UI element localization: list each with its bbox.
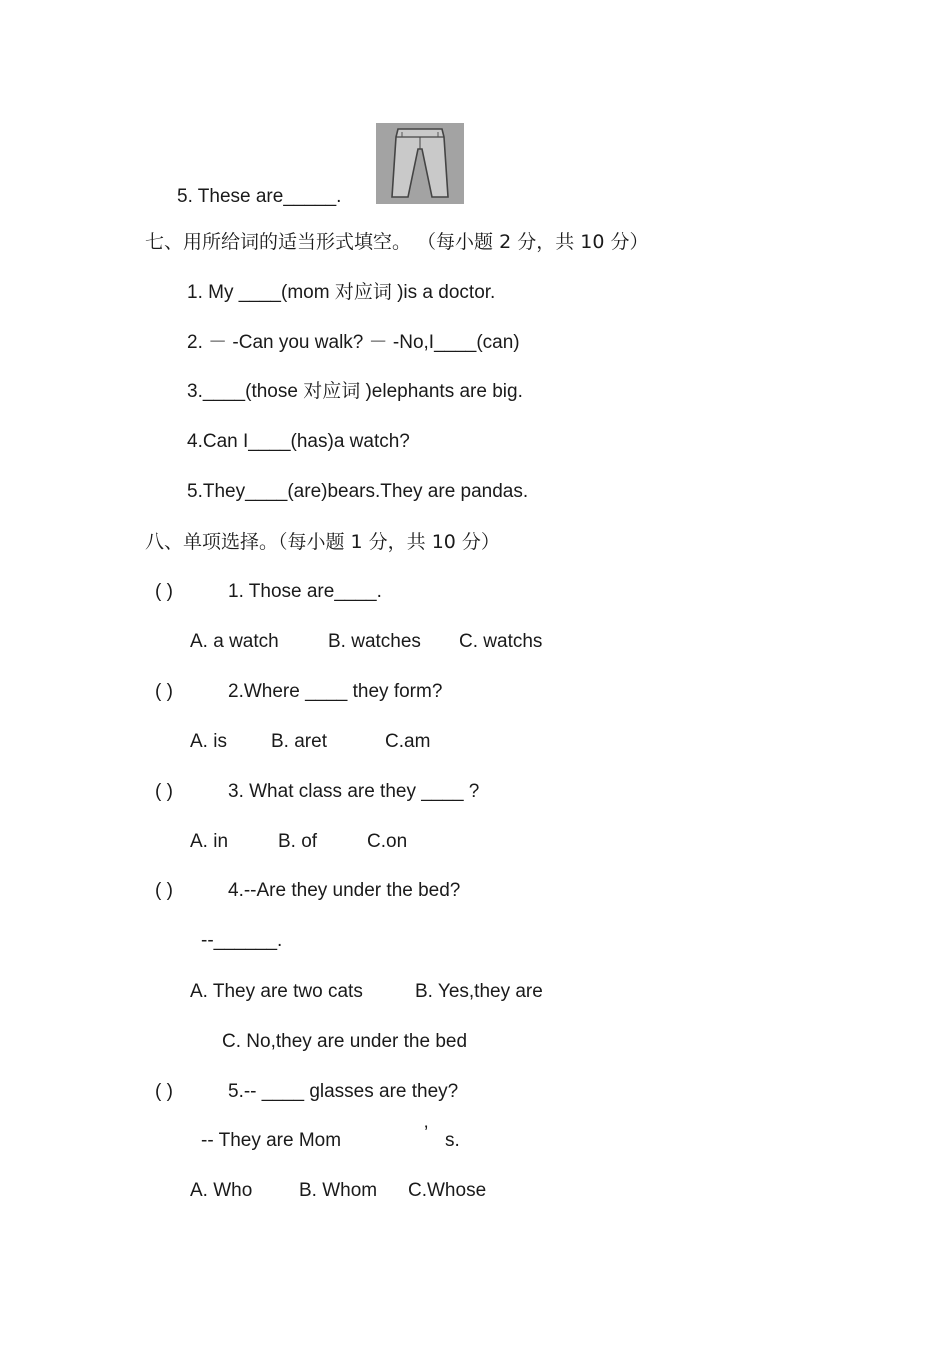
option-c: C. No,they are under the bed [222,1031,468,1052]
answer-bracket[interactable]: ( ) [155,1081,173,1102]
option-a: A. a watch [190,631,279,652]
question-6-5: 5. These are_____. [177,186,342,207]
section-7-item-2: 2. － -Can you walk? － -No,I____(can) [187,332,520,353]
option-c: C. watchs [459,631,543,652]
option-b: B. aret [271,731,327,752]
section-8-heading: 八、单项选择。（每小题 1 分，共 10 分） [145,531,500,553]
option-b: B. Yes,they are [415,981,543,1002]
section-7-heading: 七、用所给词的适当形式填空。 （每小题 2 分，共 10 分） [145,231,649,253]
section-7-item-5: 5.They____(are)bears.They are pandas. [187,481,529,502]
answer-bracket[interactable]: ( ) [155,880,173,901]
question-8-2: 2.Where ____ they form? [228,681,443,702]
apostrophe: ’ [424,1123,429,1144]
section-7-item-1: 1. My ____(mom 对应词 )is a doctor. [187,282,496,303]
option-a: A. They are two cats [190,981,363,1002]
section-7-item-3: 3.____(those 对应词 )elephants are big. [187,381,523,402]
pants-icon [376,123,464,204]
option-a: A. Who [190,1180,253,1201]
option-b: B. watches [328,631,421,652]
pants-image [376,123,464,204]
answer-tail: s. [445,1130,460,1151]
answer-bracket[interactable]: ( ) [155,781,173,802]
question-8-4: 4.--Are they under the bed? [228,880,461,901]
answer-line: --______. [201,930,283,951]
option-c: C.on [367,831,408,852]
question-8-3: 3. What class are they ____ ? [228,781,480,802]
option-a: A. is [190,731,227,752]
option-c: C.Whose [408,1180,487,1201]
option-b: B. Whom [299,1180,378,1201]
answer-bracket[interactable]: ( ) [155,681,173,702]
section-7-item-4: 4.Can I____(has)a watch? [187,431,410,452]
answer-bracket[interactable]: ( ) [155,581,173,602]
option-b: B. of [278,831,318,852]
option-c: C.am [385,731,431,752]
option-a: A. in [190,831,229,852]
question-8-5: 5.-- ____ glasses are they? [228,1081,459,1102]
question-8-1: 1. Those are____. [228,581,382,602]
answer-line: -- They are Mom [201,1130,342,1151]
